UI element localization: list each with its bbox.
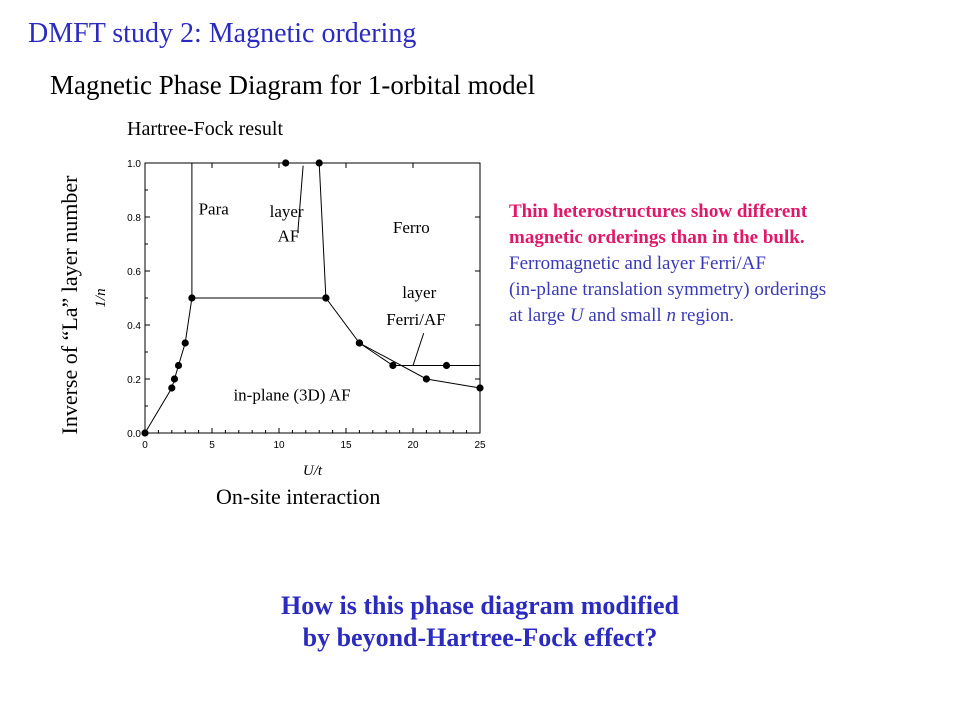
region-label: Ferri/AF (386, 310, 446, 329)
x-tick-label: 20 (407, 440, 419, 451)
x-tick-label: 15 (340, 440, 352, 451)
question-line-2: by beyond-Hartree-Fock effect? (302, 623, 658, 652)
region-label: layer (402, 283, 437, 302)
x-axis-label: U/t (302, 463, 323, 479)
y-axis-description: Inverse of “La” layer number (57, 175, 82, 435)
x-tick-label: 25 (474, 440, 486, 451)
y-axis-label: 1/n (93, 288, 109, 308)
note-highlight-line-2: magnetic orderings than in the bulk. (509, 227, 805, 248)
note-line-5-u: U (569, 305, 584, 326)
x-tick-label: 5 (209, 440, 215, 451)
phase-boundary-line (319, 163, 326, 298)
question-line-1: How is this phase diagram modified (281, 591, 679, 620)
x-axis-description: On-site interaction (216, 484, 381, 509)
annotation-leader (413, 333, 424, 365)
region-label: in-plane (3D) AF (233, 385, 351, 405)
y-tick-label: 0.2 (127, 375, 141, 386)
slide-title: DMFT study 2: Magnetic ordering (28, 18, 417, 49)
region-label: layer (269, 202, 304, 221)
data-point (182, 339, 189, 346)
slide-subtitle: Magnetic Phase Diagram for 1-orbital model (50, 70, 536, 100)
region-label: Ferro (392, 218, 430, 238)
note-line-5 (509, 303, 826, 329)
region-label: AF (277, 226, 300, 246)
data-point (316, 159, 323, 166)
chart-caption: Hartree-Fock result (127, 118, 284, 140)
y-tick-label: 0.0 (127, 429, 141, 440)
closing-question (0, 590, 960, 654)
data-point (168, 384, 175, 391)
y-tick-label: 0.8 (127, 213, 141, 224)
annotation-leader (298, 166, 303, 234)
data-point (443, 362, 450, 369)
data-point (423, 375, 430, 382)
note-line-5-post: region. (675, 305, 734, 326)
note-line-5-mid: and small (583, 305, 667, 326)
note-line-5-pre: at large (509, 305, 570, 326)
x-tick-label: 0 (142, 440, 148, 451)
x-tick-label: 10 (273, 440, 285, 451)
note-line-5-n: n (666, 305, 676, 326)
data-point (322, 294, 329, 301)
y-tick-label: 0.4 (127, 321, 141, 332)
data-point (476, 384, 483, 391)
note-highlight-line-1: Thin heterostructures show different (509, 201, 808, 222)
data-point (188, 294, 195, 301)
data-point (141, 429, 148, 436)
y-tick-label: 0.6 (127, 267, 141, 278)
data-point (356, 339, 363, 346)
note-line-4: (in-plane translation symmetry) orderings (509, 279, 827, 300)
y-tick-label: 1.0 (127, 159, 141, 170)
observation-note (509, 199, 826, 329)
region-label: Para (198, 199, 229, 219)
data-point (282, 159, 289, 166)
data-point (171, 375, 178, 382)
data-point (175, 362, 182, 369)
note-line-3: Ferromagnetic and layer Ferri/AF (509, 253, 766, 274)
data-point (389, 362, 396, 369)
